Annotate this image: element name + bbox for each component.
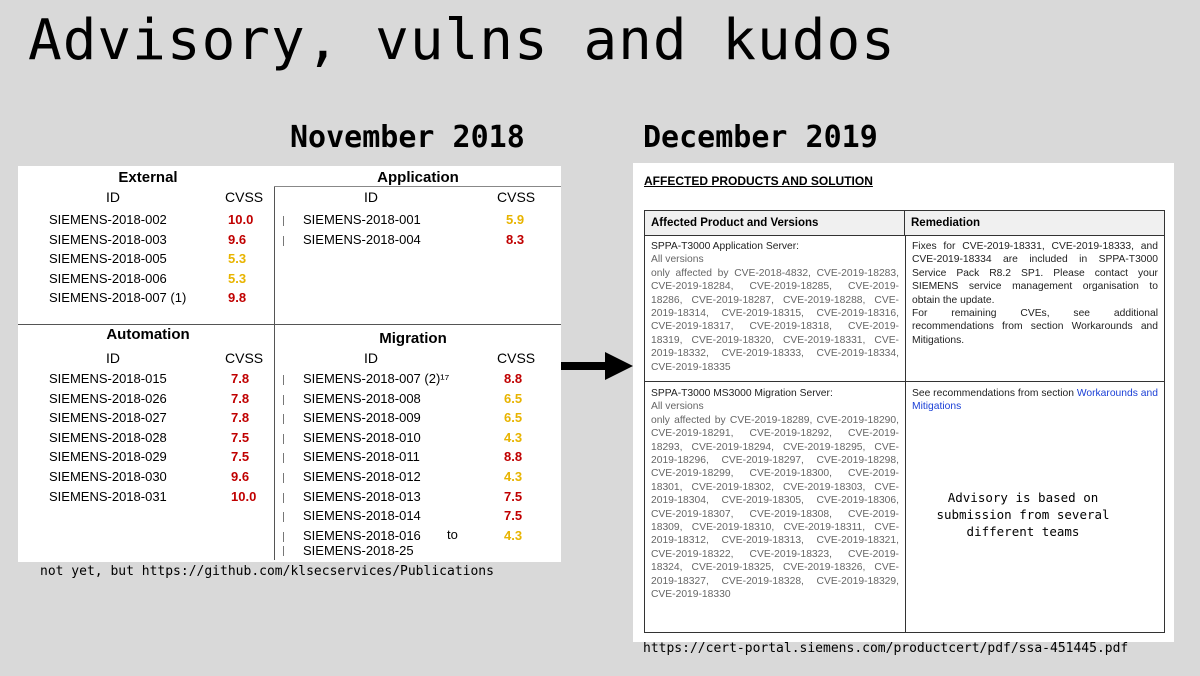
cvss-score: 7.5: [504, 508, 523, 524]
row-tick: [283, 546, 284, 556]
right-source-caption: https://cert-portal.siemens.com/productcert/pdf/ssa-451445.pdf: [643, 641, 1129, 656]
cvss-score: 10.0: [228, 212, 254, 227]
affected-cves: only affected by CVE-2018-4832, CVE-2019-18283, CVE-2019-18284, CVE-2019-18285, CVE-2019-18286, CVE-2019-18287, CVE-2019-18288, CVE-2019-18314, CVE-2019-18315, CVE-2019-18316, CVE-2019-18317, CVE-2019-18318, CVE-2019-18319, CVE-2019-18320, CVE-2019-18331, CVE-2019-18332, CVE-2019-18333, CVE-2019-18334, CVE-2019-18335: [651, 267, 899, 373]
remediation-text: Fixes for CVE-2019-18331, CVE-2019-18333, and CVE-2019-18334 are included in SPPA-T3000 Service Pack R8.2 SP1. Please contact your SIEMENS service management organisation to obtain the update.: [912, 241, 1158, 306]
automation-id-header: ID: [106, 350, 120, 366]
product-name: SPPA-T3000 Application Server:: [651, 241, 800, 252]
application-id-header: ID: [364, 189, 378, 205]
table-row-application-server-remediation: [906, 236, 1164, 351]
cvss-score: 4.3: [504, 469, 523, 484]
cvss-score: 7.5: [231, 449, 250, 465]
migration-cvss-header: CVSS: [497, 350, 536, 366]
application-title: Application: [377, 169, 459, 186]
vuln-id: SIEMENS-2018-008: [303, 390, 421, 406]
cvss-score: 7.8: [231, 371, 250, 386]
vuln-id: SIEMENS-2018-030: [49, 469, 167, 484]
row-tick: [283, 414, 284, 424]
vuln-id: SIEMENS-2018-001: [303, 212, 421, 227]
cvss-score: 7.5: [231, 429, 250, 445]
vuln-id: SIEMENS-2018-028: [49, 429, 167, 445]
row-tick: [283, 453, 284, 463]
external-title: External: [118, 169, 178, 186]
vuln-id: SIEMENS-2018-014: [303, 508, 421, 524]
external-cvss-header: CVSS: [225, 189, 264, 205]
table-row-migration-server-product: [645, 383, 905, 606]
right-column-heading: December 2019: [643, 120, 878, 155]
left-column-heading: November 2018: [290, 120, 525, 155]
divider: [645, 381, 1164, 382]
divider: [18, 324, 561, 325]
application-cvss-header: CVSS: [497, 189, 536, 205]
divider: [274, 186, 275, 324]
cvss-score: 8.8: [504, 371, 523, 386]
remediation-text: For remaining CVEs, see additional recommendations from section Workarounds and Mitigations.: [912, 308, 1158, 346]
cvss-score: 7.8: [231, 410, 250, 426]
row-tick: [283, 236, 284, 246]
vuln-id: SIEMENS-2018-004: [303, 231, 421, 247]
vulnerability-table-2018: [18, 166, 561, 562]
row-tick: [283, 532, 284, 542]
col-header-remediation: Remediation: [905, 211, 1164, 236]
advisory-document-2019: [633, 163, 1174, 642]
migration-id-header: ID: [364, 350, 378, 366]
row-tick: [283, 512, 284, 522]
automation-title: Automation: [106, 326, 190, 343]
row-tick: [283, 216, 284, 226]
row-tick: [283, 493, 284, 503]
vuln-id: SIEMENS-2018-002: [49, 212, 167, 227]
col-header-products: Affected Product and Versions: [645, 211, 905, 236]
table-row-application-server-product: [645, 236, 905, 378]
migration-title: Migration: [379, 330, 447, 347]
automation-cvss-header: CVSS: [225, 350, 264, 366]
workarounds-link[interactable]: Workarounds and Mitigations: [912, 388, 1158, 413]
left-source-caption: not yet, but https://github.com/klsecservices/Publications: [40, 564, 494, 579]
vuln-id: SIEMENS-2018-015: [49, 371, 167, 386]
vuln-id: SIEMENS-2018-013: [303, 488, 421, 504]
cvss-score: 5.3: [228, 270, 247, 286]
vuln-id: SIEMENS-2018-003: [49, 231, 167, 247]
vuln-id: SIEMENS-2018-007 (2)¹⁷: [303, 371, 450, 386]
cvss-score: 7.5: [504, 488, 523, 504]
cvss-score: 8.3: [506, 231, 525, 247]
table-row-migration-server-remediation: [906, 383, 1164, 418]
affected-products-table: [644, 210, 1165, 633]
cvss-score: 6.5: [504, 390, 523, 406]
vuln-id: SIEMENS-2018-012: [303, 469, 421, 484]
cvss-score: 4.3: [504, 527, 523, 543]
product-name: SPPA-T3000 MS3000 Migration Server:: [651, 388, 833, 399]
cvss-score: 10.0: [231, 488, 257, 504]
cvss-score: 5.3: [228, 251, 247, 267]
range-to-label: to: [447, 527, 458, 542]
cvss-score: 9.6: [228, 231, 247, 247]
external-id-header: ID: [106, 189, 120, 205]
vuln-id: SIEMENS-2018-029: [49, 449, 167, 465]
vuln-id: SIEMENS-2018-026: [49, 390, 167, 406]
vuln-id: SIEMENS-2018-011: [303, 449, 420, 465]
doc-section-heading: AFFECTED PRODUCTS AND SOLUTION: [644, 174, 873, 188]
cvss-score: 9.8: [228, 290, 247, 306]
cvss-score: 4.3: [504, 429, 523, 445]
row-tick: [283, 395, 284, 405]
divider: [274, 324, 275, 560]
vuln-id: SIEMENS-2018-031: [49, 488, 167, 504]
product-versions: All versions: [651, 254, 704, 266]
cvss-score: 6.5: [504, 410, 523, 426]
cvss-score: 7.8: [231, 390, 250, 406]
product-versions: All versions: [651, 401, 704, 413]
vuln-id: SIEMENS-2018-005: [49, 251, 167, 267]
vuln-id: SIEMENS-2018-006: [49, 270, 167, 286]
vuln-id: SIEMENS-2018-007 (1): [49, 290, 187, 306]
cvss-score: 8.8: [504, 449, 523, 465]
slide-title: Advisory, vulns and kudos: [28, 8, 896, 73]
row-tick: [283, 434, 284, 444]
advisory-note: Advisory is based on submission from several different teams: [936, 490, 1110, 539]
row-tick: [283, 375, 284, 385]
vuln-id: SIEMENS-2018-016: [303, 527, 421, 543]
remediation-text: See recommendations from section: [912, 388, 1077, 399]
right-arrow-icon: [561, 352, 633, 380]
affected-cves: only affected by CVE-2019-18289, CVE-2019-18290, CVE-2019-18291, CVE-2019-18292, CVE-2019-18293, CVE-2019-18294, CVE-2019-18295, CVE-2019-18296, CVE-2019-18297, CVE-2019-18298, CVE-2019-18299, CVE-2019-18300, CVE-2019-18301, CVE-2019-18302, CVE-2019-18303, CVE-2019-18304, CVE-2019-18305, CVE-2019-18306, CVE-2019-18307, CVE-2019-18308, CVE-2019-18309, CVE-2019-18310, CVE-2019-18311, CVE-2019-18312, CVE-2019-18313, CVE-2019-18321, CVE-2019-18322, CVE-2019-18323, CVE-2019-18324, CVE-2019-18325, CVE-2019-18326, CVE-2019-18327, CVE-2019-18328, CVE-2019-18329, CVE-2019-18330: [651, 414, 899, 601]
cvss-score: 5.9: [506, 212, 525, 227]
vuln-id: SIEMENS-2018-010: [303, 429, 421, 445]
divider: [274, 186, 561, 187]
vuln-id: SIEMENS-2018-027: [49, 410, 167, 426]
cvss-score: 9.6: [231, 469, 250, 484]
range-end-id: SIEMENS-2018-25: [303, 543, 414, 558]
vuln-id: SIEMENS-2018-009: [303, 410, 421, 426]
row-tick: [283, 473, 284, 483]
